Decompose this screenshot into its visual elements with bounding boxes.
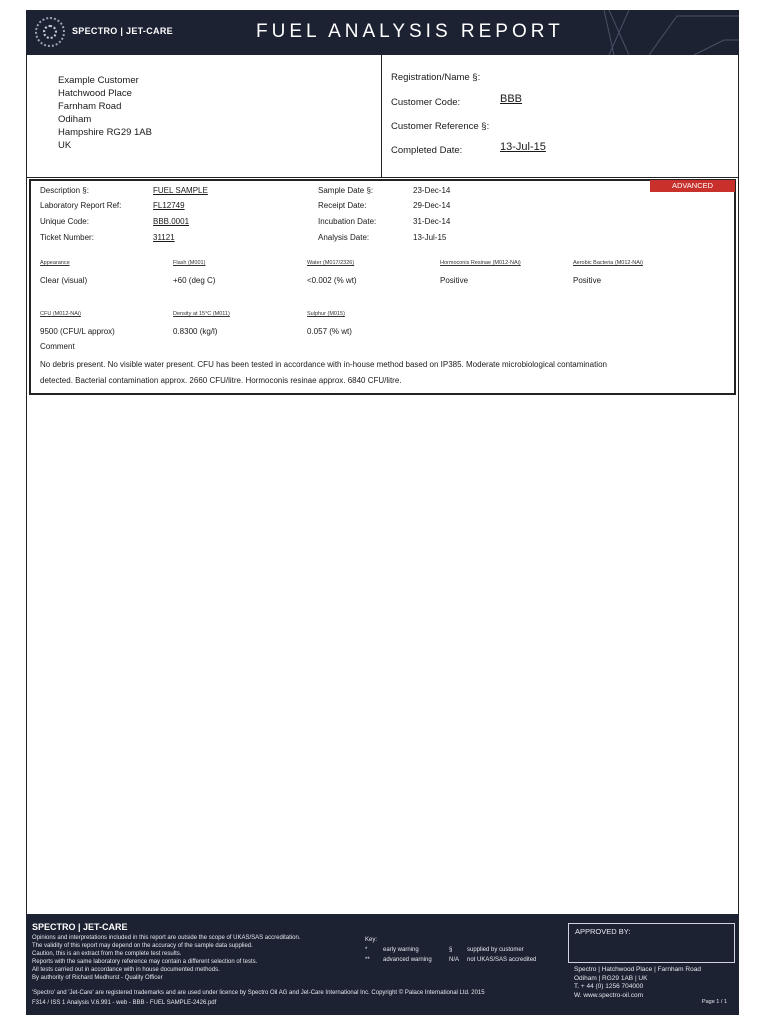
spectro-logo-icon [35, 17, 65, 47]
receipt-date-value: 29-Dec-14 [413, 201, 451, 210]
lab-ref-label: Laboratory Report Ref: [40, 201, 122, 210]
test-label-aerobic: Aerobic Bacteria (M012-NAi) [573, 260, 643, 266]
comment-label: Comment [40, 342, 75, 351]
test-value-aerobic: Positive [573, 276, 602, 285]
analysis-date-label: Analysis Date: [318, 233, 370, 242]
key-description: supplied by customer [467, 947, 524, 953]
report-title: FUEL ANALYSIS REPORT [256, 21, 564, 42]
description-label: Description §: [40, 186, 89, 195]
test-value-sulphur: 0.057 (% wt) [307, 327, 352, 336]
incubation-date-value: 31-Dec-14 [413, 217, 451, 226]
receipt-date-label: Receipt Date: [318, 201, 367, 210]
key-symbol: * [365, 947, 368, 953]
key-title: Key: [365, 937, 378, 943]
test-label-flash: Flash (M001) [173, 260, 206, 266]
customer-code-label: Customer Code: [391, 97, 461, 108]
test-label-water: Water (M017/2326) [307, 260, 355, 266]
test-label-cfu: CFU (M012-NAi) [40, 311, 81, 317]
footer-address-line: W. www.spectro-oil.com [574, 991, 643, 999]
incubation-date-label: Incubation Date: [318, 217, 377, 226]
address-line: Hatchwood Place [58, 88, 132, 99]
key-description: early warning [383, 947, 419, 953]
address-line: UK [58, 140, 72, 151]
address-line: Example Customer [58, 75, 139, 86]
footer-key [365, 935, 565, 965]
key-description: not UKAS/SAS accredited [467, 957, 537, 963]
test-value-appearance: Clear (visual) [40, 276, 88, 285]
description-value: FUEL SAMPLE [153, 186, 208, 195]
unique-code-label: Unique Code: [40, 217, 89, 226]
page-number: Page 1 / 1 [701, 999, 727, 1005]
footer-note: The validity of this report may depend on the accuracy of the sample data supplied. [32, 942, 253, 949]
test-label-hormoconis: Hormoconis Resinae (M012-NAi) [440, 260, 521, 266]
key-symbol: N/A [449, 957, 460, 963]
completed-date-label: Completed Date: [391, 145, 463, 156]
header-decoration-icon [599, 10, 739, 55]
section-divider [381, 55, 382, 177]
test-value-flash: +60 (deg C) [173, 276, 216, 285]
key-description: advanced warning [383, 957, 432, 963]
customer-reference-label: Customer Reference §: [391, 121, 490, 132]
footer-note: Opinions and interpretations included in this report are outside the scope of UKAS/SAS accreditation. [32, 935, 301, 941]
approved-by-box [568, 923, 735, 963]
status-badge: ADVANCED [650, 180, 735, 192]
address-line: Farnham Road [58, 101, 122, 112]
report-footer [26, 914, 739, 1015]
test-label-appearance: Appearance [40, 260, 70, 266]
sample-date-value: 23-Dec-14 [413, 186, 451, 195]
footer-address [574, 966, 701, 1000]
test-label-sulphur: Sulphur (M015) [307, 311, 345, 317]
footer-notes [32, 935, 372, 982]
header-logo-text: SPECTRO | JET-CARE [72, 26, 173, 36]
key-symbol: § [449, 947, 453, 953]
footer-address-line: Spectro | Hatchwood Place | Farnham Road [574, 966, 701, 973]
report-header [26, 10, 739, 55]
sample-date-label: Sample Date §: [318, 186, 374, 195]
document-reference: F314 / ISS 1 Analysis V.6.991 - web - BBB - FUEL SAMPLE-2426.pdf [32, 1000, 217, 1006]
customer-code-value: BBB [500, 93, 523, 105]
comment-text: No debris present. No visible water present. CFU has been tested in accordance with in-house method based on IP385. Moderate microbiological contamination detected. Bacterial contamination approx. 2660 CFU/litre. Hormoconis resinae approx. 6840 CFU/litre. [40, 360, 607, 385]
customer-address [58, 74, 152, 152]
key-symbol: ** [365, 957, 370, 963]
lab-ref-value: FL12749 [153, 201, 185, 210]
analysis-date-value: 13-Jul-15 [413, 233, 447, 242]
test-value-hormoconis: Positive [440, 276, 469, 285]
test-value-water: <0.002 (% wt) [307, 276, 357, 285]
footer-note: Reports with the same laboratory reference may contain a different selection of tests. [32, 958, 258, 965]
ticket-number-value: 31121 [153, 233, 175, 242]
ticket-number-label: Ticket Number: [40, 233, 94, 242]
footer-note: Caution, this is an extract from the complete test results. [32, 950, 182, 957]
test-label-density: Density at 15°C (M011) [173, 311, 230, 317]
trademark-notice: 'Spectro' and 'Jet-Care' are registered trademarks and are used under licence by Spectro Oil AG and Jet-Care International Inc. Copyright © Palace International Ltd. 2015 [32, 990, 485, 996]
footer-address-line: T. + 44 (0) 1256 704000 [574, 983, 644, 990]
unique-code-value: BBB.0001 [153, 217, 190, 226]
address-line: Odiham [58, 114, 92, 125]
footer-address-line: Odiham | RG29 1AB | UK [574, 974, 648, 982]
footer-note: By authority of Richard Medhurst - Quality Officer [32, 974, 163, 981]
completed-date-value: 13-Jul-15 [500, 141, 546, 153]
footer-logo-text: SPECTRO | JET-CARE [32, 922, 128, 932]
test-value-density: 0.8300 (kg/l) [173, 327, 218, 336]
test-value-cfu: 9500 (CFU/L approx) [40, 327, 115, 336]
registration-label: Registration/Name §: [391, 72, 481, 83]
approved-by-label: APPROVED BY: [575, 927, 631, 936]
address-line: Hampshire RG29 1AB [58, 127, 152, 138]
footer-note: All tests carried out in accordance with in house documented methods. [32, 966, 220, 973]
